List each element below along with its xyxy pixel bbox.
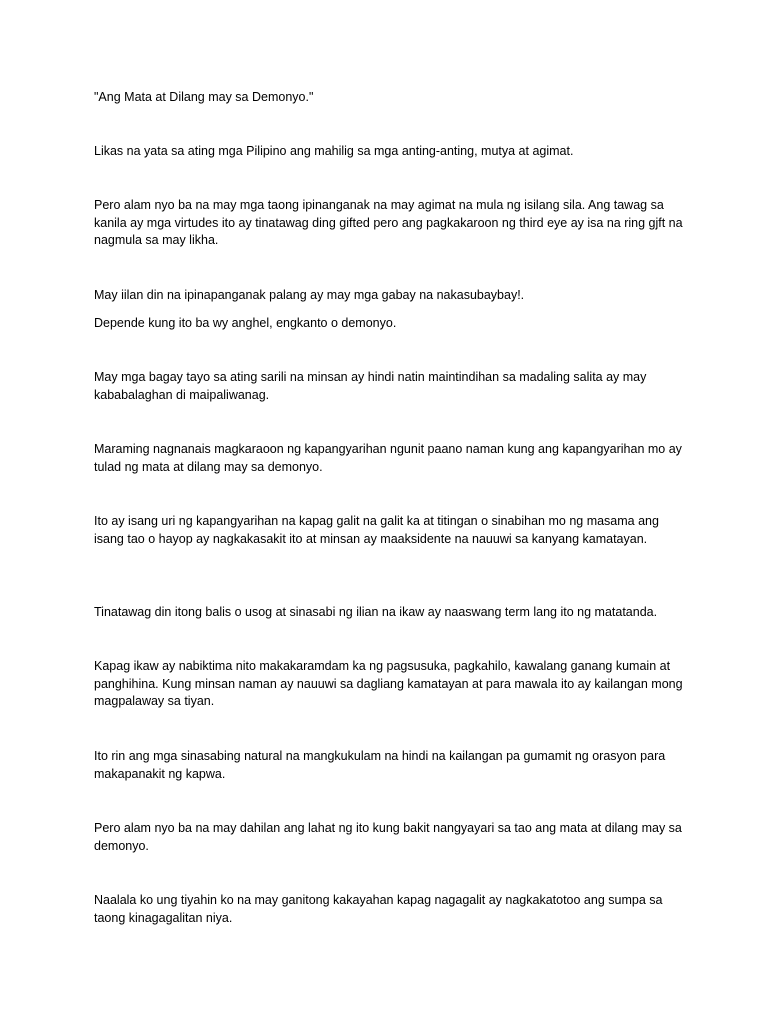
paragraph: Ito ay isang uri ng kapangyarihan na kapag galit na galit ka at titingan o sinabihan mo ng masama ang isang tao o hayop ay nagkakasakit ito at minsan ay maaksidente na nauuwi sa kanyang kamatayan. [94,514,659,546]
paragraph: Pero alam nyo ba na may dahilan ang lahat ng ito kung bakit nangyayari sa tao ang mata at dilang may sa demonyo. [94,821,682,853]
paragraph: Naalala ko ung tiyahin ko na may ganitong kakayahan kapag nagagalit ay nagkakatotoo ang sumpa sa taong kinagagalitan niya. [94,893,663,925]
paragraph: Maraming nagnanais magkaraoon ng kapangyarihan ngunit paano naman kung ang kapangyarihan mo ay tulad ng mata at dilang may sa demonyo. [94,442,682,474]
paragraph: Kapag ikaw ay nabiktima nito makakaramdam ka ng pagsusuka, pagkahilo, kawalang ganang kumain at panghihina. Kung minsan naman ay nauuwi sa dagliang kamatayan at para mawala ito ay kailangan mong magpalaway sa tiyan. [94,659,683,708]
paragraph: May mga bagay tayo sa ating sarili na minsan ay hindi natin maintindihan sa madaling salita ay may kababalaghan di maipaliwanag. [94,370,647,402]
paragraph: Ito rin ang mga sinasabing natural na mangkukulam na hindi na kailangan pa gumamit ng orasyon para makapanakit ng kapwa. [94,749,666,781]
paragraph: Likas na yata sa ating mga Pilipino ang mahilig sa mga anting-anting, mutya at agimat. [94,144,574,158]
paragraph: Tinatawag din itong balis o usog at sinasabi ng ilian na ikaw ay naaswang term lang ito ng matatanda. [94,605,658,619]
paragraph: Depende kung ito ba wy anghel, engkanto o demonyo. [94,316,397,330]
paragraph: May iilan din na ipinapanganak palang ay may mga gabay na nakasubaybay!. [94,288,525,302]
document-title: "Ang Mata at Dilang may sa Demonyo." [94,90,314,104]
paragraph: Pero alam nyo ba na may mga taong ipinanganak na may agimat na mula ng isilang sila. Ang tawag sa kanila ay mga virtudes ito ay tinatawag ding gifted pero ang pagkakaroon ng third eye ay isa na ring gjft na nagmula sa may likha. [94,198,683,247]
